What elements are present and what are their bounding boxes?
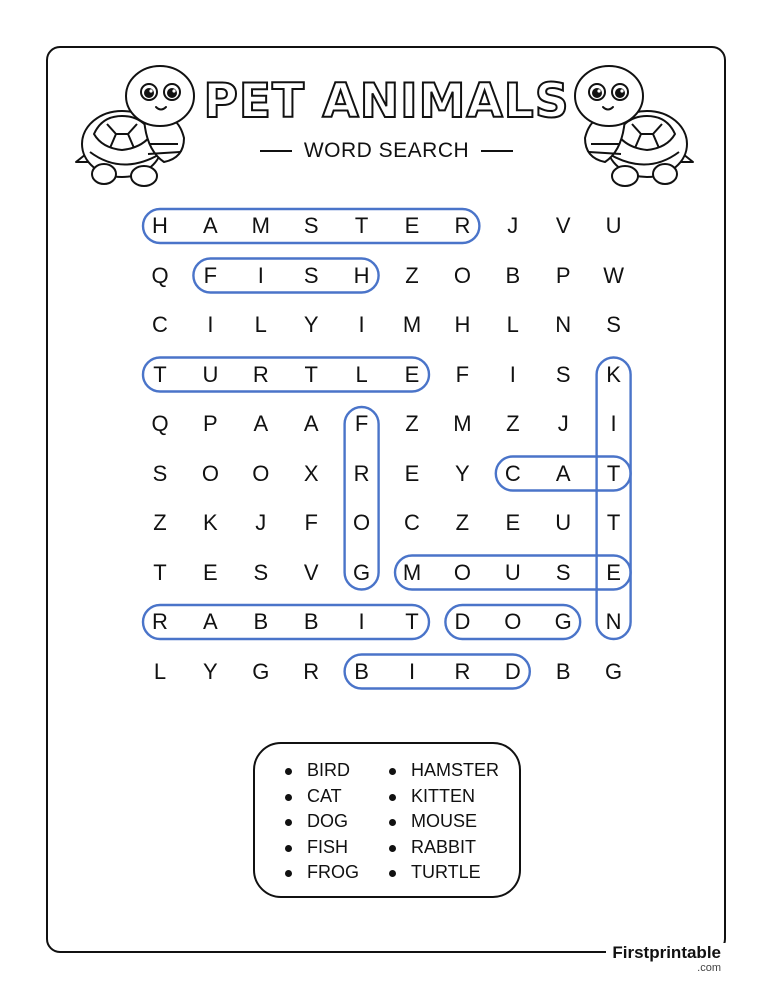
grid-letter: I [257,262,264,288]
grid-letter: A [203,609,218,634]
grid-letter: G [554,609,572,634]
grid-letter: N [555,312,572,337]
subtitle-dash-left [260,150,292,152]
grid-letter: Z [405,262,419,288]
grid-letter: U [504,559,521,585]
grid-letter: R [454,213,471,238]
grid-letter: Q [151,262,169,288]
subtitle-text: WORD SEARCH [303,139,470,162]
word-list-item: FISH [281,835,359,861]
grid-letter: T [606,460,621,486]
grid-letter: S [555,559,571,585]
grid-letter: A [303,411,319,436]
word-list-item: KITTEN [385,784,499,810]
grid-letter: B [555,658,571,684]
grid-letter: S [555,361,571,387]
grid-letter: T [304,361,318,387]
grid-letter: H [454,312,471,337]
grid-letter: P [203,411,218,436]
grid-letter: B [303,609,319,634]
grid-letter: Z [405,411,419,436]
grid-letter: E [203,559,218,585]
grid-letter: O [252,460,270,486]
grid-letter: L [355,361,368,387]
grid-letter: C [152,312,168,337]
grid-letter: Q [151,411,169,436]
grid-letter: S [253,559,269,585]
grid-letter: I [509,361,516,387]
grid-letter: L [506,312,519,337]
word-list-right [385,758,499,886]
grid-letter: I [610,411,617,436]
grid-letter: U [605,213,622,238]
grid-letter: O [453,262,471,288]
grid-letter: G [252,658,270,684]
grid-letter: L [153,658,167,684]
word-list-item: CAT [281,784,359,810]
grid-letter: S [152,460,168,486]
grid-letter: D [454,609,471,634]
grid-letter: Y [455,460,470,486]
grid-letter: O [453,559,471,585]
grid-letter: Z [455,510,470,535]
grid-letter: L [254,312,267,337]
word-list-item: TURTLE [385,860,499,886]
word-list-item: MOUSE [385,809,499,835]
grid-letter: H [353,262,370,288]
grid-letter: Y [303,312,319,337]
grid-letter: D [504,658,521,684]
grid-letter: I [358,312,365,337]
grid-letter: V [303,559,319,585]
grid-letter: M [251,213,270,238]
grid-letter: R [152,609,168,634]
grid-letter: T [606,510,621,535]
grid-letter: V [555,213,571,238]
grid-letter: B [253,609,269,634]
grid-letter: W [603,262,624,288]
grid-letter: S [303,262,319,288]
grid-letter: A [253,411,269,436]
grid-letter: J [255,510,267,535]
grid-letter: C [404,510,420,535]
grid-letter: O [353,510,371,535]
grid-letter: F [203,262,218,288]
grid-letter: C [504,460,521,486]
grid-letter: I [207,312,214,337]
word-list-item: FROG [281,860,359,886]
grid-letter: M [402,312,422,337]
grid-letter: I [408,658,416,684]
grid-letter: G [353,559,371,585]
brand-tld: .com [697,962,721,974]
grid-letter: O [201,460,219,486]
grid-letter: P [555,262,571,288]
grid-letter: E [404,361,420,387]
grid-letter: X [303,460,319,486]
grid-letter: S [303,213,319,238]
grid-letter: T [405,609,419,634]
grid-letter: E [404,460,420,486]
grid-letter: H [152,213,168,238]
grid-letter: T [153,361,167,387]
word-list-left [281,758,359,886]
grid-letter: Y [203,658,218,684]
grid-letter: J [557,411,569,436]
grid-letter: E [505,510,521,535]
grid-letter: T [354,213,369,238]
word-list-item: RABBIT [385,835,499,861]
subtitle-dash-right [481,150,513,152]
grid-letter: U [202,361,219,387]
grid-letter: R [252,361,269,387]
word-list-item: DOG [281,809,359,835]
grid-letter: J [507,213,519,238]
brand-logo [606,943,727,974]
grid-letter: G [605,658,623,684]
word-list-box [253,742,521,898]
grid-letter: K [606,361,621,387]
grid-letter: Z [153,510,167,535]
grid-letter: Z [506,411,520,436]
page-subtitle [0,139,773,163]
grid-letter: F [354,411,369,436]
grid-letter: B [354,658,369,684]
grid-letter: I [358,609,365,634]
grid-letter: R [303,658,320,684]
grid-letter: O [504,609,522,634]
grid-letter: T [153,559,167,585]
grid-letter: R [353,460,370,486]
page-title: PET ANIMALS [203,74,570,129]
grid-letter: S [606,312,621,337]
grid-letter: E [606,559,621,585]
word-list-item: HAMSTER [385,758,499,784]
word-list-item: BIRD [281,758,359,784]
grid-letter: F [455,361,470,387]
grid-letter: A [203,213,218,238]
grid-letter: R [454,658,471,684]
grid-letter: K [203,510,218,535]
brand-name: Firstprintable [612,943,721,962]
grid-letter: U [555,510,572,535]
grid-letter: M [453,411,472,436]
grid-letter: A [555,460,571,486]
grid-letter: E [404,213,420,238]
grid-letter: F [304,510,318,535]
grid-letter: N [605,609,622,634]
grid-letter: M [402,559,422,585]
grid-letter: B [505,262,521,288]
